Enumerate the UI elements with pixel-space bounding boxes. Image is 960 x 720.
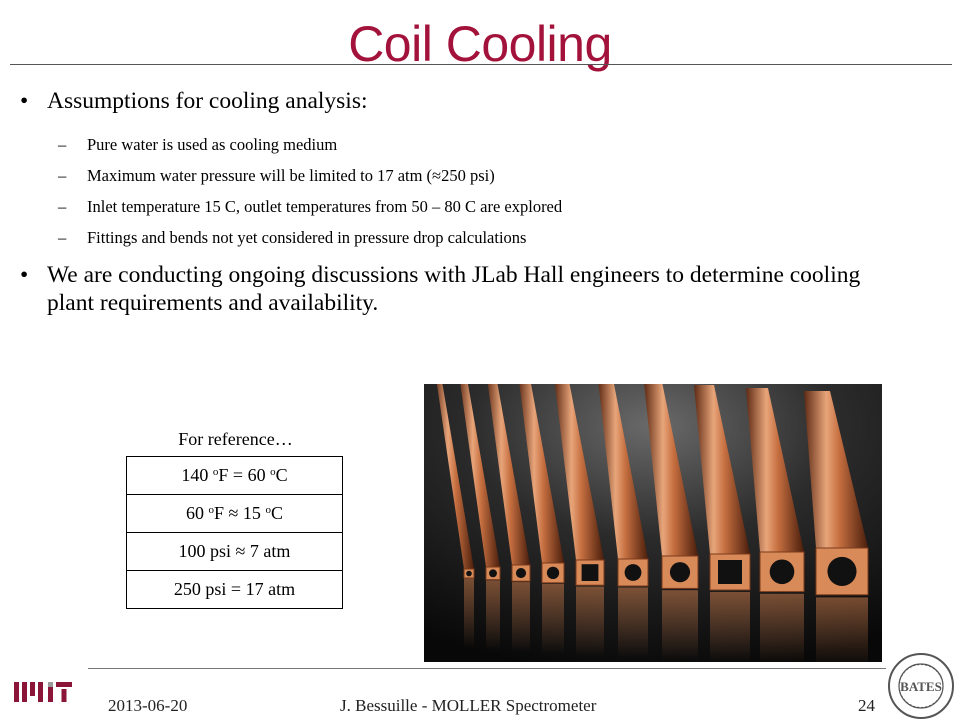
title-divider [10,64,952,65]
bullet-dot: • [20,262,29,288]
reference-table [126,456,343,609]
copper-tubing-photo [424,384,882,662]
sub-bullet-dash: – [58,166,67,185]
footer-author: J. Bessuille - MOLLER Spectrometer [340,696,597,715]
footer-page-number: 24 [858,696,875,715]
bullet-dot: • [20,88,29,114]
reference-caption: For reference… [178,429,293,449]
slide-title: Coil Cooling [348,16,612,72]
table-row [127,457,343,495]
sub-bullet-dash: – [58,228,67,247]
bullet-text: Assumptions for cooling analysis: [47,88,368,114]
footer-date: 2013-06-20 [108,696,188,715]
svg-text:BATES: BATES [900,679,942,694]
sub-bullet-text: Fittings and bends not yet considered in pressure drop calculations [87,228,527,247]
footer-divider [88,668,886,669]
mit-logo [14,680,72,704]
sub-bullet [20,228,900,248]
sub-bullet-text: Pure water is used as cooling medium [87,135,338,154]
table-cell: 140 $^o$F = 60 $^o$C [127,457,343,495]
table-row [127,533,343,571]
bullet-list [20,87,900,317]
bullet-assumptions [20,87,900,115]
bates-logo [886,652,956,720]
sub-bullet [20,135,900,155]
table-cell: 100 psi ≈ 7 atm [127,533,343,571]
sub-bullet-text: Inlet temperature 15 C, outlet temperatures from 50 – 80 C are explored [87,197,563,216]
table-row [127,495,343,533]
table-cell: 250 psi = 17 atm [127,571,343,609]
sub-bullet [20,166,900,186]
bullet-discussions [20,261,900,317]
table-row [127,571,343,609]
sub-bullet [20,197,900,217]
table-cell: 60 $^o$F ≈ 15 $^o$C [127,495,343,533]
sub-bullet-dash: – [58,197,67,216]
bullet-text: We are conducting ongoing discussions with JLab Hall engineers to determine cooling plant requirements and availability. [47,262,861,316]
sub-bullet-text: Maximum water pressure will be limited to 17 atm (≈250 psi) [87,166,495,185]
sub-bullet-dash: – [58,135,67,154]
